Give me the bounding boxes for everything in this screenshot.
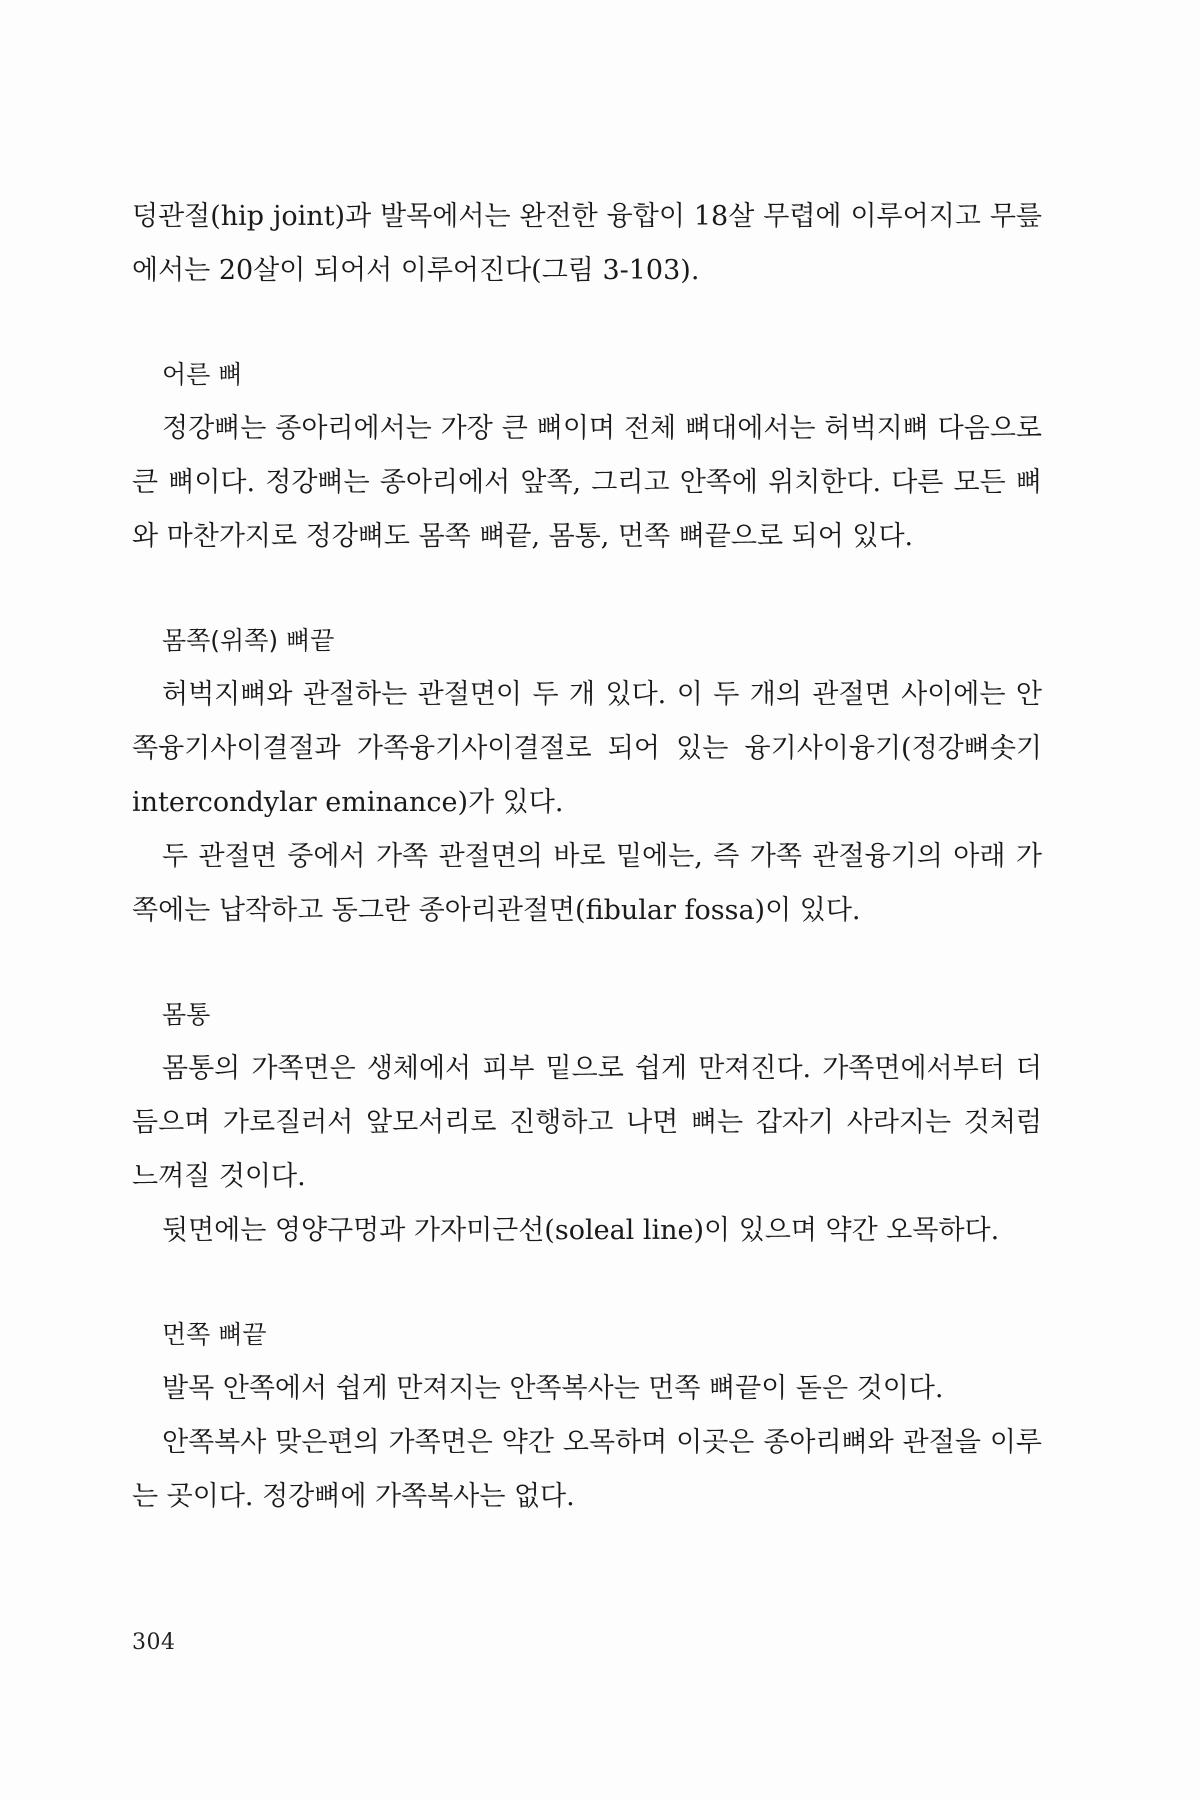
section-heading: 어른 뼈 (162, 360, 243, 389)
section-heading: 몸통 (162, 1000, 211, 1029)
text-block (132, 190, 1042, 1524)
section-heading: 몸쪽(위쪽) 뼈끝 (162, 626, 335, 655)
section-adult-bone (132, 348, 1042, 564)
section-shaft (132, 988, 1042, 1258)
section-distal-epiphysis (132, 1308, 1042, 1524)
section-heading: 먼쪽 뼈끝 (162, 1320, 267, 1349)
paragraph: 뒷면에는 영양구멍과 가자미근선(soleal line)이 있으며 약간 오목하다. (162, 1215, 1000, 1246)
paragraph: 발목 안쪽에서 쉽게 만져지는 안쪽복사는 먼쪽 뼈끝이 돋은 것이다. (162, 1373, 944, 1404)
intro-paragraph: 덩관절(hip joint)과 발목에서는 완전한 융합이 18살 무렵에 이루어지고 무릎에서는 20살이 되어서 이루어진다(그림 3-103). (132, 201, 1042, 286)
paragraph: 허벅지뼈와 관절하는 관절면이 두 개 있다. 이 두 개의 관절면 사이에는 안쪽융기사이결절과 가쪽융기사이결절로 되어 있는 융기사이융기(정강뼈솟기 intercondylar eminance)가 있다. (132, 679, 1042, 818)
section-gap (132, 1258, 1042, 1308)
section-gap (132, 938, 1042, 988)
page-number: 304 (132, 1630, 176, 1655)
paragraph: 몸통의 가쪽면은 생체에서 피부 밑으로 쉽게 만져진다. 가쪽면에서부터 더듬으며 가로질러서 앞모서리로 진행하고 나면 뼈는 갑자기 사라지는 것처럼 느껴질 것이다. (132, 1053, 1042, 1192)
section-proximal-epiphysis (132, 614, 1042, 938)
paragraph: 안쪽복사 맞은편의 가쪽면은 약간 오목하며 이곳은 종아리뼈와 관절을 이루는 곳이다. 정강뼈에 가쪽복사는 없다. (132, 1427, 1042, 1512)
section-gap (132, 564, 1042, 614)
paragraph: 두 관절면 중에서 가쪽 관절면의 바로 밑에는, 즉 가쪽 관절융기의 아래 가쪽에는 납작하고 동그란 종아리관절면(fibular fossa)이 있다. (132, 841, 1042, 926)
section-gap (132, 298, 1042, 348)
paragraph: 정강뼈는 종아리에서는 가장 큰 뼈이며 전체 뼈대에서는 허벅지뼈 다음으로 큰 뼈이다. 정강뼈는 종아리에서 앞쪽, 그리고 안쪽에 위치한다. 다른 모든 뼈와 마찬가지로 정강뼈도 몸쪽 뼈끝, 몸통, 먼쪽 뼈끝으로 되어 있다. (132, 413, 1042, 552)
